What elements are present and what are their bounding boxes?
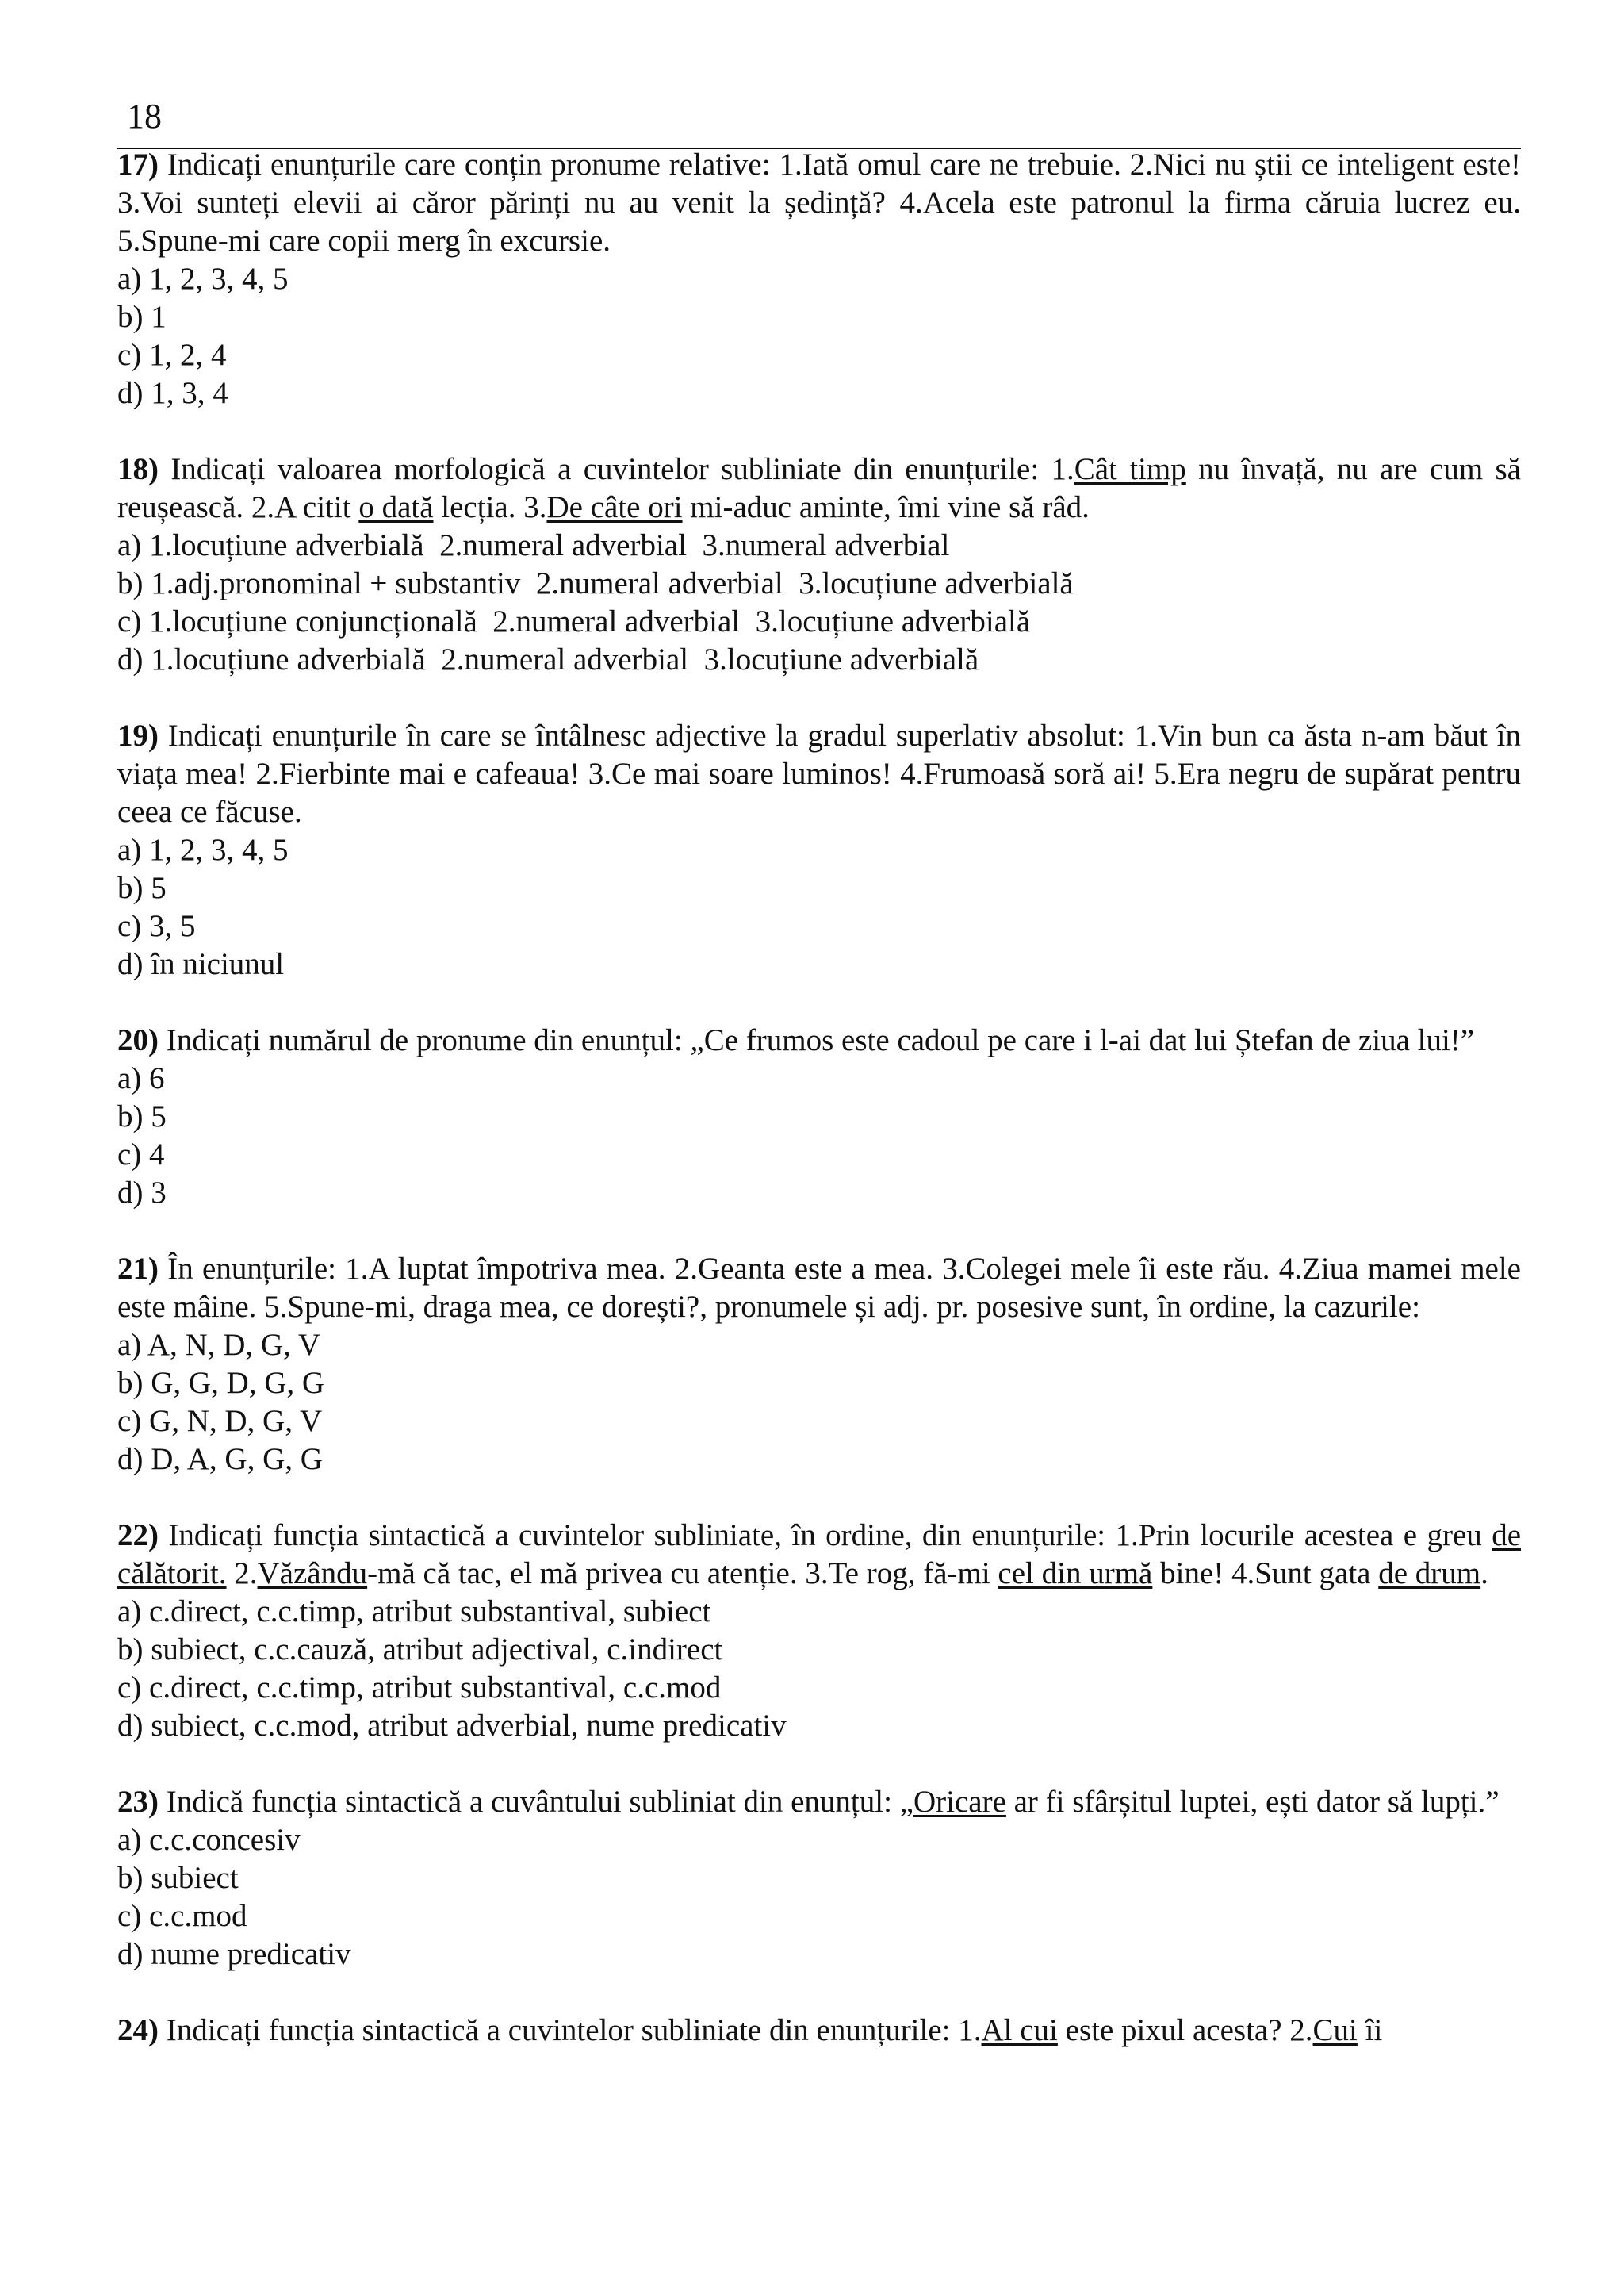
answer-option-b: b) 1.adj.pronominal + substantiv 2.numeral adverbial 3.locuțiune adverbială <box>117 566 1074 600</box>
question-number: 24) <box>117 2013 159 2047</box>
question-18 <box>117 451 1521 679</box>
question-23 <box>117 1783 1521 1974</box>
question-stem <box>117 1022 1521 1060</box>
question-21 <box>117 1250 1521 1479</box>
answer-option-c: c) 1.locuțiune conjuncțională 2.numeral adverbial 3.locuțiune adverbială <box>117 604 1031 639</box>
answer-option-c: c) c.direct, c.c.timp, atribut substantival, c.c.mod <box>117 1671 722 1705</box>
question-stem <box>117 1783 1521 1821</box>
answer-option-a: a) A, N, D, G, V <box>117 1328 321 1362</box>
answer-option-c: c) c.c.mod <box>117 1899 247 1933</box>
questions-list <box>117 146 1521 2088</box>
question-number: 22) <box>117 1518 159 1552</box>
page-number: 18 <box>127 97 162 136</box>
answer-option-a: a) c.c.concesiv <box>117 1823 301 1857</box>
question-number: 20) <box>117 1023 159 1057</box>
answer-option-a: a) 1, 2, 3, 4, 5 <box>117 833 289 867</box>
question-number: 19) <box>117 719 159 753</box>
answer-option-d: d) în niciunul <box>117 947 285 981</box>
stem-text: Indică funcția sintactică a cuvântului subliniat din enunțul: „ <box>159 1785 914 1819</box>
underlined-phrase: Văzându <box>257 1556 368 1590</box>
question-stem <box>117 1517 1521 1593</box>
underlined-phrase: Oricare <box>913 1785 1006 1819</box>
stem-text: mi-aduc aminte, îmi vine să râd. <box>682 490 1090 524</box>
answer-option-d: d) nume predicativ <box>117 1937 351 1971</box>
answer-option-b: b) subiect <box>117 1861 239 1895</box>
stem-text: . <box>1480 1556 1488 1590</box>
underlined-phrase: cel din urmă <box>998 1556 1153 1590</box>
question-20 <box>117 1022 1521 1212</box>
question-stem <box>117 717 1521 831</box>
answer-option-a: a) 1.locuțiune adverbială 2.numeral adverbial 3.numeral adverbial <box>117 528 950 562</box>
underlined-phrase: de călătorit. <box>117 1518 1521 1590</box>
answer-option-b: b) G, G, D, G, G <box>117 1366 325 1400</box>
answer-option-b: b) 5 <box>117 1099 167 1133</box>
stem-text: -mă că tac, el mă privea cu atenție. 3.Te rog, fă-mi <box>367 1556 998 1590</box>
stem-text: bine! 4.Sunt gata <box>1152 1556 1379 1590</box>
question-stem <box>117 451 1521 527</box>
answer-option-d: d) D, A, G, G, G <box>117 1442 323 1476</box>
answer-option-b: b) subiect, c.c.cauză, atribut adjectival, c.indirect <box>117 1632 723 1667</box>
question-19 <box>117 717 1521 984</box>
answer-option-c: c) 4 <box>117 1137 165 1172</box>
underlined-phrase: Cui <box>1312 2013 1358 2047</box>
question-17 <box>117 146 1521 412</box>
stem-text: 2. <box>226 1556 258 1590</box>
underlined-phrase: De câte ori <box>546 490 683 524</box>
answer-option-a: a) 1, 2, 3, 4, 5 <box>117 262 289 296</box>
stem-text: îi <box>1357 2013 1383 2047</box>
question-22 <box>117 1517 1521 1745</box>
question-stem <box>117 1250 1521 1326</box>
stem-text: ar fi sfârșitul luptei, ești dator să lupți.” <box>1005 1785 1500 1819</box>
answer-option-b: b) 1 <box>117 300 167 334</box>
question-stem <box>117 2012 1521 2050</box>
question-number: 21) <box>117 1252 159 1286</box>
stem-text: nu învață, nu are cum să reușească. 2.A citit <box>117 452 1521 524</box>
answer-option-b: b) 5 <box>117 871 167 905</box>
answer-option-d: d) 1, 3, 4 <box>117 376 228 410</box>
answer-option-c: c) G, N, D, G, V <box>117 1404 323 1438</box>
stem-text: În enunțurile: 1.A luptat împotriva mea. 2.Geanta este a mea. 3.Colegei mele îi este rău. 4.Ziua mamei mele este mâine. 5.Spune-mi, draga mea, ce dorești?, pronumele și adj. pr. posesive sunt, în ordine, la cazurile: <box>117 1252 1521 1324</box>
answer-option-d: d) 1.locuțiune adverbială 2.numeral adverbial 3.locuțiune adverbială <box>117 643 979 677</box>
answer-option-a: a) c.direct, c.c.timp, atribut substantival, subiect <box>117 1594 711 1628</box>
answer-option-d: d) subiect, c.c.mod, atribut adverbial, nume predicativ <box>117 1709 787 1743</box>
answer-option-c: c) 1, 2, 4 <box>117 338 227 372</box>
answer-option-c: c) 3, 5 <box>117 909 196 943</box>
question-number: 17) <box>117 148 159 182</box>
underlined-phrase: de drum <box>1378 1556 1481 1590</box>
stem-text: Indicați enunțurile în care se întâlnesc adjective la gradul superlativ absolut: 1.Vin bun ca ăsta n-am băut în viața mea! 2.Fierbinte mai e cafeaua! 3.Ce mai soare luminos! 4.Frumoasă soră ai! 5.Era negru de supărat pentru ceea ce făcuse. <box>117 719 1521 829</box>
question-24 <box>117 2012 1521 2050</box>
stem-text: este pixul acesta? 2. <box>1057 2013 1313 2047</box>
stem-text: Indicați funcția sintactică a cuvintelor subliniate, în ordine, din enunțurile: 1.Prin locurile acestea e greu <box>159 1518 1492 1552</box>
answer-option-a: a) 6 <box>117 1061 165 1095</box>
stem-text: Indicați numărul de pronume din enunțul: „Ce frumos este cadoul pe care i l-ai dat lui Ștefan de ziua lui!” <box>159 1023 1475 1057</box>
question-number: 23) <box>117 1785 159 1819</box>
stem-text: Indicați valoarea morfologică a cuvintelor subliniate din enunțurile: 1. <box>159 452 1074 486</box>
question-number: 18) <box>117 452 159 486</box>
underlined-phrase: o dată <box>358 490 434 524</box>
stem-text: Indicați enunțurile care conțin pronume relative: 1.Iată omul care ne trebuie. 2.Nici nu știi ce inteligent este! 3.Voi sunteți elevii ai căror părinți nu au venit la ședință? 4.Acela este patronul la firma căruia lucrez eu. 5.Spune-mi care copii merg în excursie. <box>117 148 1521 258</box>
answer-option-d: d) 3 <box>117 1176 167 1210</box>
stem-text: Indicați funcția sintactică a cuvintelor subliniate din enunțurile: 1. <box>159 2013 982 2047</box>
underlined-phrase: Cât timp <box>1074 452 1186 486</box>
question-stem <box>117 146 1521 260</box>
underlined-phrase: Al cui <box>981 2013 1058 2047</box>
stem-text: lecția. 3. <box>433 490 547 524</box>
